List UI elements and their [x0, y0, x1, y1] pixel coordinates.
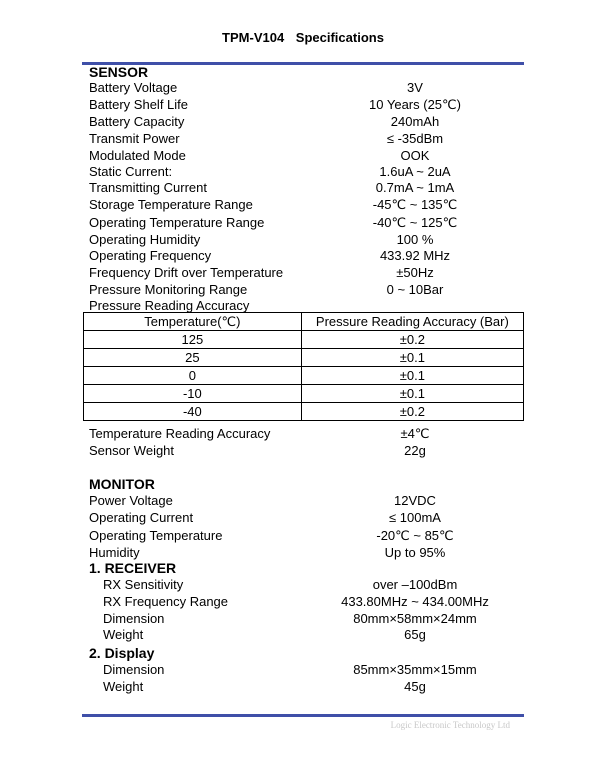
spec-label: RX Frequency Range: [103, 594, 229, 609]
spec-row: [0, 610, 606, 627]
spec-value: ≤ 100mA: [389, 510, 441, 525]
spec-label: Dimension: [103, 611, 165, 626]
spec-value: 3V: [407, 80, 423, 95]
table-row: [84, 367, 524, 385]
spec-row: [0, 544, 606, 561]
spec-label: Modulated Mode: [89, 148, 186, 163]
table-header-row: [84, 313, 524, 331]
spec-value: ≤ -35dBm: [386, 131, 444, 146]
table-cell: 125: [84, 331, 302, 349]
spec-value: 100 %: [396, 232, 434, 247]
spec-label: Weight: [103, 679, 144, 694]
spec-row: [0, 678, 606, 695]
monitor-heading: MONITOR: [89, 476, 155, 492]
spec-row: [0, 247, 606, 264]
spec-value: 0 ~ 10Bar: [386, 282, 444, 297]
table-row: [84, 331, 524, 349]
spec-label: Power Voltage: [89, 493, 173, 508]
spec-row: [0, 442, 606, 459]
spec-label: RX Sensitivity: [103, 577, 184, 592]
column-header: Pressure Reading Accuracy (Bar): [301, 313, 523, 331]
spec-row: [0, 147, 606, 164]
spec-value: 22g: [404, 443, 426, 458]
spec-row: [0, 661, 606, 678]
spec-label: Operating Temperature Range: [89, 215, 265, 230]
spec-value: OOK: [400, 148, 430, 163]
table-cell: ±0.2: [301, 331, 523, 349]
spec-label: Battery Voltage: [89, 80, 178, 95]
spec-label: Storage Temperature Range: [89, 197, 253, 212]
pressure-accuracy-table: [83, 312, 524, 421]
table-row: [84, 349, 524, 367]
spec-label: Battery Shelf Life: [89, 97, 188, 112]
spec-row: [0, 626, 606, 643]
spec-row: [0, 130, 606, 147]
spec-row: [0, 576, 606, 593]
spec-row: [0, 281, 606, 298]
spec-label: Operating Humidity: [89, 232, 201, 247]
table-cell: ±0.1: [301, 349, 523, 367]
table-cell: -40: [84, 403, 302, 421]
footer-company: Logic Electronic Technology Ltd: [390, 720, 510, 730]
spec-label: Transmitting Current: [89, 180, 207, 195]
table-cell: ±0.1: [301, 367, 523, 385]
spec-label: Weight: [103, 627, 144, 642]
spec-value: ±4℃: [400, 426, 430, 441]
column-header: Temperature(℃): [84, 313, 302, 331]
spec-value: -20℃ ~ 85℃: [376, 528, 454, 543]
display-heading: 2. Display: [89, 645, 155, 661]
spec-label: Frequency Drift over Temperature: [89, 265, 284, 280]
spec-row: [0, 179, 606, 196]
spec-row: [0, 509, 606, 526]
spec-value: 433.92 MHz: [379, 248, 451, 263]
spec-value: over –100dBm: [372, 577, 458, 592]
spec-value: -45℃ ~ 135℃: [372, 197, 458, 212]
spec-row: [0, 593, 606, 610]
spec-value: 433.80MHz ~ 434.00MHz: [341, 594, 489, 609]
spec-label: Operating Current: [89, 510, 194, 525]
table-cell: 0: [84, 367, 302, 385]
receiver-heading: 1. RECEIVER: [89, 560, 177, 576]
spec-label: Temperature Reading Accuracy: [89, 426, 271, 441]
spec-label: Operating Temperature: [89, 528, 223, 543]
bottom-divider: [82, 714, 524, 717]
spec-label: Operating Frequency: [89, 248, 212, 263]
spec-value: 10 Years (25℃): [369, 97, 461, 112]
spec-value: 0.7mA ~ 1mA: [375, 180, 455, 195]
spec-label: Pressure Reading Accuracy: [89, 298, 250, 313]
table-cell: -10: [84, 385, 302, 403]
spec-value: -40℃ ~ 125℃: [372, 215, 458, 230]
table-row: [84, 403, 524, 421]
spec-row: [0, 264, 606, 281]
spec-label: Transmit Power: [89, 131, 180, 146]
spec-label: Static Current:: [89, 164, 173, 179]
spec-row: [0, 527, 606, 544]
spec-value: 12VDC: [394, 493, 436, 508]
spec-value: ±50Hz: [396, 265, 434, 280]
table-row: [84, 385, 524, 403]
spec-label: Dimension: [103, 662, 165, 677]
table-cell: 25: [84, 349, 302, 367]
spec-value: 45g: [404, 679, 426, 694]
sensor-heading: SENSOR: [89, 64, 149, 80]
table-cell: ±0.2: [301, 403, 523, 421]
spec-value: Up to 95%: [384, 545, 446, 560]
spec-value: 65g: [404, 627, 426, 642]
spec-row: [0, 425, 606, 442]
spec-label: Pressure Monitoring Range: [89, 282, 248, 297]
spec-label: Sensor Weight: [89, 443, 175, 458]
spec-row: [0, 196, 606, 213]
top-divider: [82, 62, 524, 65]
spec-value: 1.6uA ~ 2uA: [379, 164, 451, 179]
spec-value: 85mm×35mm×15mm: [353, 662, 477, 677]
spec-row: [0, 79, 606, 96]
table-cell: ±0.1: [301, 385, 523, 403]
spec-row: [0, 113, 606, 130]
spec-value: 80mm×58mm×24mm: [353, 611, 477, 626]
spec-row: [0, 163, 606, 180]
spec-row: [0, 214, 606, 231]
spec-row: [0, 96, 606, 113]
spec-label: Battery Capacity: [89, 114, 185, 129]
page-title: TPM-V104 Specifications: [222, 30, 384, 45]
spec-row: [0, 492, 606, 509]
spec-value: 240mAh: [390, 114, 440, 129]
spec-row: [0, 231, 606, 248]
spec-label: Humidity: [89, 545, 140, 560]
